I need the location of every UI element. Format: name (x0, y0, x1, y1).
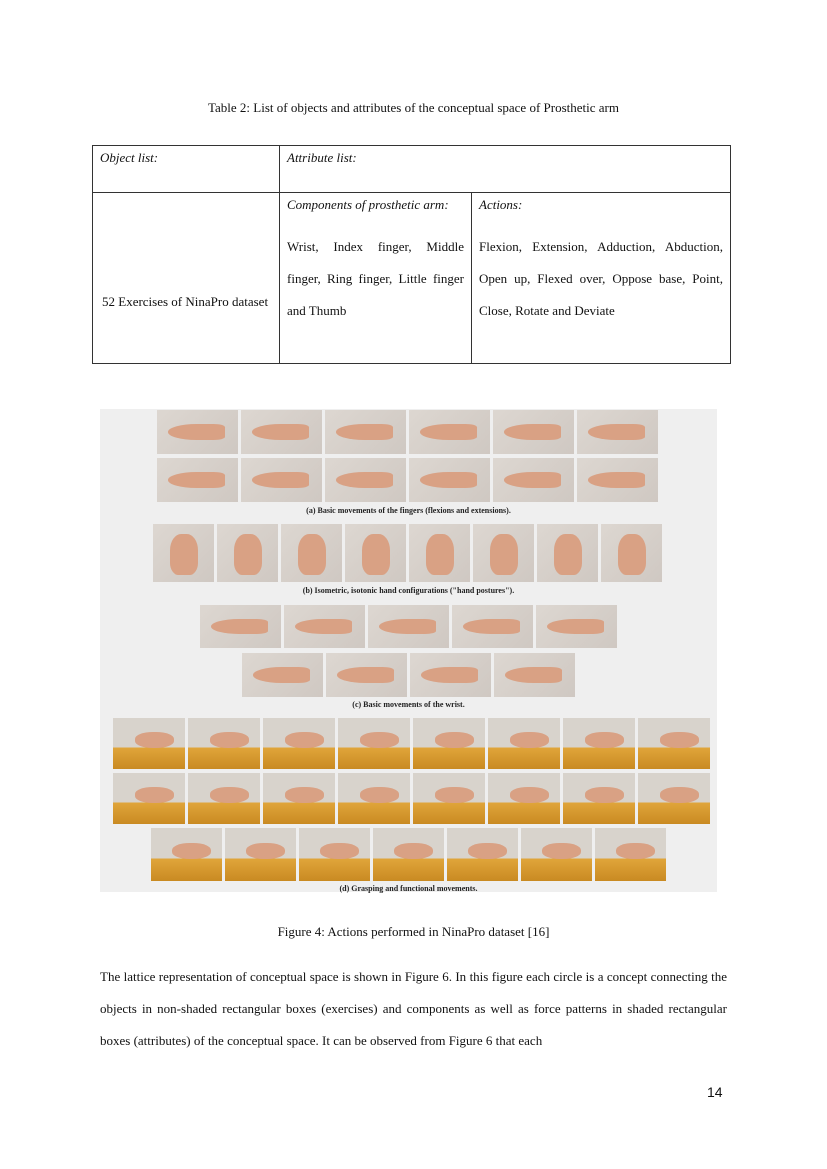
attribute-table (92, 145, 731, 364)
hand-photo (536, 605, 617, 648)
hand-shape (490, 534, 518, 575)
hand-shape (505, 667, 562, 683)
page-number: 14 (707, 1084, 723, 1100)
hand-shape (660, 732, 700, 747)
hand-photo (338, 718, 410, 769)
actions-cell (472, 193, 731, 364)
hand-shape (420, 472, 477, 488)
hand-photo (373, 828, 444, 881)
hand-photo (537, 524, 598, 582)
hand-shape (172, 843, 211, 859)
hand-photo (488, 773, 560, 824)
hand-shape (426, 534, 454, 575)
hand-photo (563, 773, 635, 824)
hand-photo (409, 410, 490, 454)
hand-photo (188, 773, 260, 824)
hand-photo (413, 718, 485, 769)
hand-shape (285, 787, 325, 802)
object-list-value: 52 Exercises of NinaPro dataset (102, 294, 269, 309)
hand-shape (360, 787, 400, 802)
hand-photo (241, 410, 322, 454)
hand-photo (413, 773, 485, 824)
hand-shape (252, 424, 309, 440)
object-list-cell (93, 193, 280, 364)
hand-photo (638, 773, 710, 824)
hand-shape (618, 534, 646, 575)
hand-photo (595, 828, 666, 881)
hand-shape (468, 843, 507, 859)
hand-photo (241, 458, 322, 502)
panel-a-row-1 (157, 410, 658, 454)
hand-shape (547, 619, 604, 634)
hand-shape (168, 472, 225, 488)
hand-shape (135, 787, 175, 802)
hand-photo (410, 653, 491, 697)
hand-photo (473, 524, 534, 582)
hand-photo (225, 828, 296, 881)
hand-shape (252, 472, 309, 488)
hand-shape (210, 732, 250, 747)
hand-photo (113, 773, 185, 824)
hand-photo (601, 524, 662, 582)
hand-shape (504, 472, 561, 488)
hand-photo (217, 524, 278, 582)
hand-photo (447, 828, 518, 881)
hand-photo (368, 605, 449, 648)
hand-shape (360, 732, 400, 747)
hand-photo (325, 410, 406, 454)
panel-a-row-2 (157, 458, 658, 502)
hand-shape (285, 732, 325, 747)
hand-shape (135, 732, 175, 747)
hand-shape (246, 843, 285, 859)
hand-shape (379, 619, 436, 634)
hand-shape (585, 732, 625, 747)
hand-shape (298, 534, 326, 575)
hand-shape (394, 843, 433, 859)
hand-photo (242, 653, 323, 697)
actions-value: Flexion, Extension, Adduction, Abduction, Open up, Flexed over, Oppose base, Point, Close, Rotate and Deviate (479, 239, 723, 318)
hand-photo (493, 410, 574, 454)
hand-shape (211, 619, 268, 634)
hand-shape (585, 787, 625, 802)
hand-shape (554, 534, 582, 575)
hand-shape (510, 732, 550, 747)
panel-d-row-1 (113, 718, 710, 769)
hand-shape (337, 667, 394, 683)
hand-photo (488, 718, 560, 769)
subcaption-d: (d) Grasping and functional movements. (339, 884, 478, 893)
hand-shape (435, 732, 475, 747)
figure-caption: Figure 4: Actions performed in NinaPro dataset [16] (277, 924, 550, 939)
hand-photo (638, 718, 710, 769)
ninapro-figure (100, 409, 717, 892)
hand-photo (157, 410, 238, 454)
hand-shape (616, 843, 655, 859)
hand-shape (420, 424, 477, 440)
panel-c-row-2 (242, 653, 575, 697)
hand-shape (362, 534, 390, 575)
hand-shape (435, 787, 475, 802)
hand-photo (338, 773, 410, 824)
hand-photo (577, 410, 658, 454)
hand-photo (452, 605, 533, 648)
hand-shape (336, 424, 393, 440)
hand-photo (494, 653, 575, 697)
attribute-list-header: Attribute list: (280, 146, 731, 193)
components-header: Components of prosthetic arm: (287, 197, 449, 212)
hand-photo (281, 524, 342, 582)
hand-shape (170, 534, 198, 575)
hand-photo (299, 828, 370, 881)
hand-photo (113, 718, 185, 769)
hand-shape (320, 843, 359, 859)
hand-photo (325, 458, 406, 502)
subcaption-c: (c) Basic movements of the wrist. (352, 700, 465, 709)
object-list-header: Object list: (93, 146, 280, 193)
hand-photo (563, 718, 635, 769)
hand-shape (234, 534, 262, 575)
panel-b-row (153, 524, 662, 582)
hand-photo (493, 458, 574, 502)
hand-photo (188, 718, 260, 769)
hand-shape (336, 472, 393, 488)
hand-photo (409, 524, 470, 582)
table-caption: Table 2: List of objects and attributes of the conceptual space of Prosthetic arm (208, 100, 619, 115)
panel-d-row-2 (113, 773, 710, 824)
panel-d-row-3 (151, 828, 666, 881)
hand-shape (210, 787, 250, 802)
hand-shape (295, 619, 352, 634)
hand-photo (326, 653, 407, 697)
hand-photo (345, 524, 406, 582)
body-paragraph: The lattice representation of conceptual space is shown in Figure 6. In this figure each circle is a concept connecting the objects in non-shaded rectangular boxes (exercises) and components as well as force patterns in shaded rectangular boxes (attributes) of the conceptual space. It can be observed from Figure 6 that each (100, 969, 727, 1048)
hand-shape (660, 787, 700, 802)
hand-photo (153, 524, 214, 582)
hand-shape (463, 619, 520, 634)
hand-photo (157, 458, 238, 502)
hand-shape (542, 843, 581, 859)
hand-photo (577, 458, 658, 502)
hand-shape (253, 667, 310, 683)
hand-shape (510, 787, 550, 802)
hand-photo (284, 605, 365, 648)
hand-photo (521, 828, 592, 881)
actions-header: Actions: (479, 197, 523, 212)
hand-shape (588, 472, 645, 488)
subcaption-b: (b) Isometric, isotonic hand configurations ("hand postures"). (302, 586, 515, 595)
subcaption-a: (a) Basic movements of the fingers (flexions and extensions). (306, 506, 511, 515)
hand-photo (409, 458, 490, 502)
components-value: Wrist, Index finger, Middle finger, Ring finger, Little finger and Thumb (287, 239, 464, 318)
hand-photo (263, 773, 335, 824)
hand-photo (151, 828, 222, 881)
hand-shape (168, 424, 225, 440)
hand-photo (263, 718, 335, 769)
components-cell (280, 193, 472, 364)
hand-photo (200, 605, 281, 648)
hand-shape (421, 667, 478, 683)
hand-shape (588, 424, 645, 440)
hand-shape (504, 424, 561, 440)
panel-c-row-1 (200, 605, 617, 648)
